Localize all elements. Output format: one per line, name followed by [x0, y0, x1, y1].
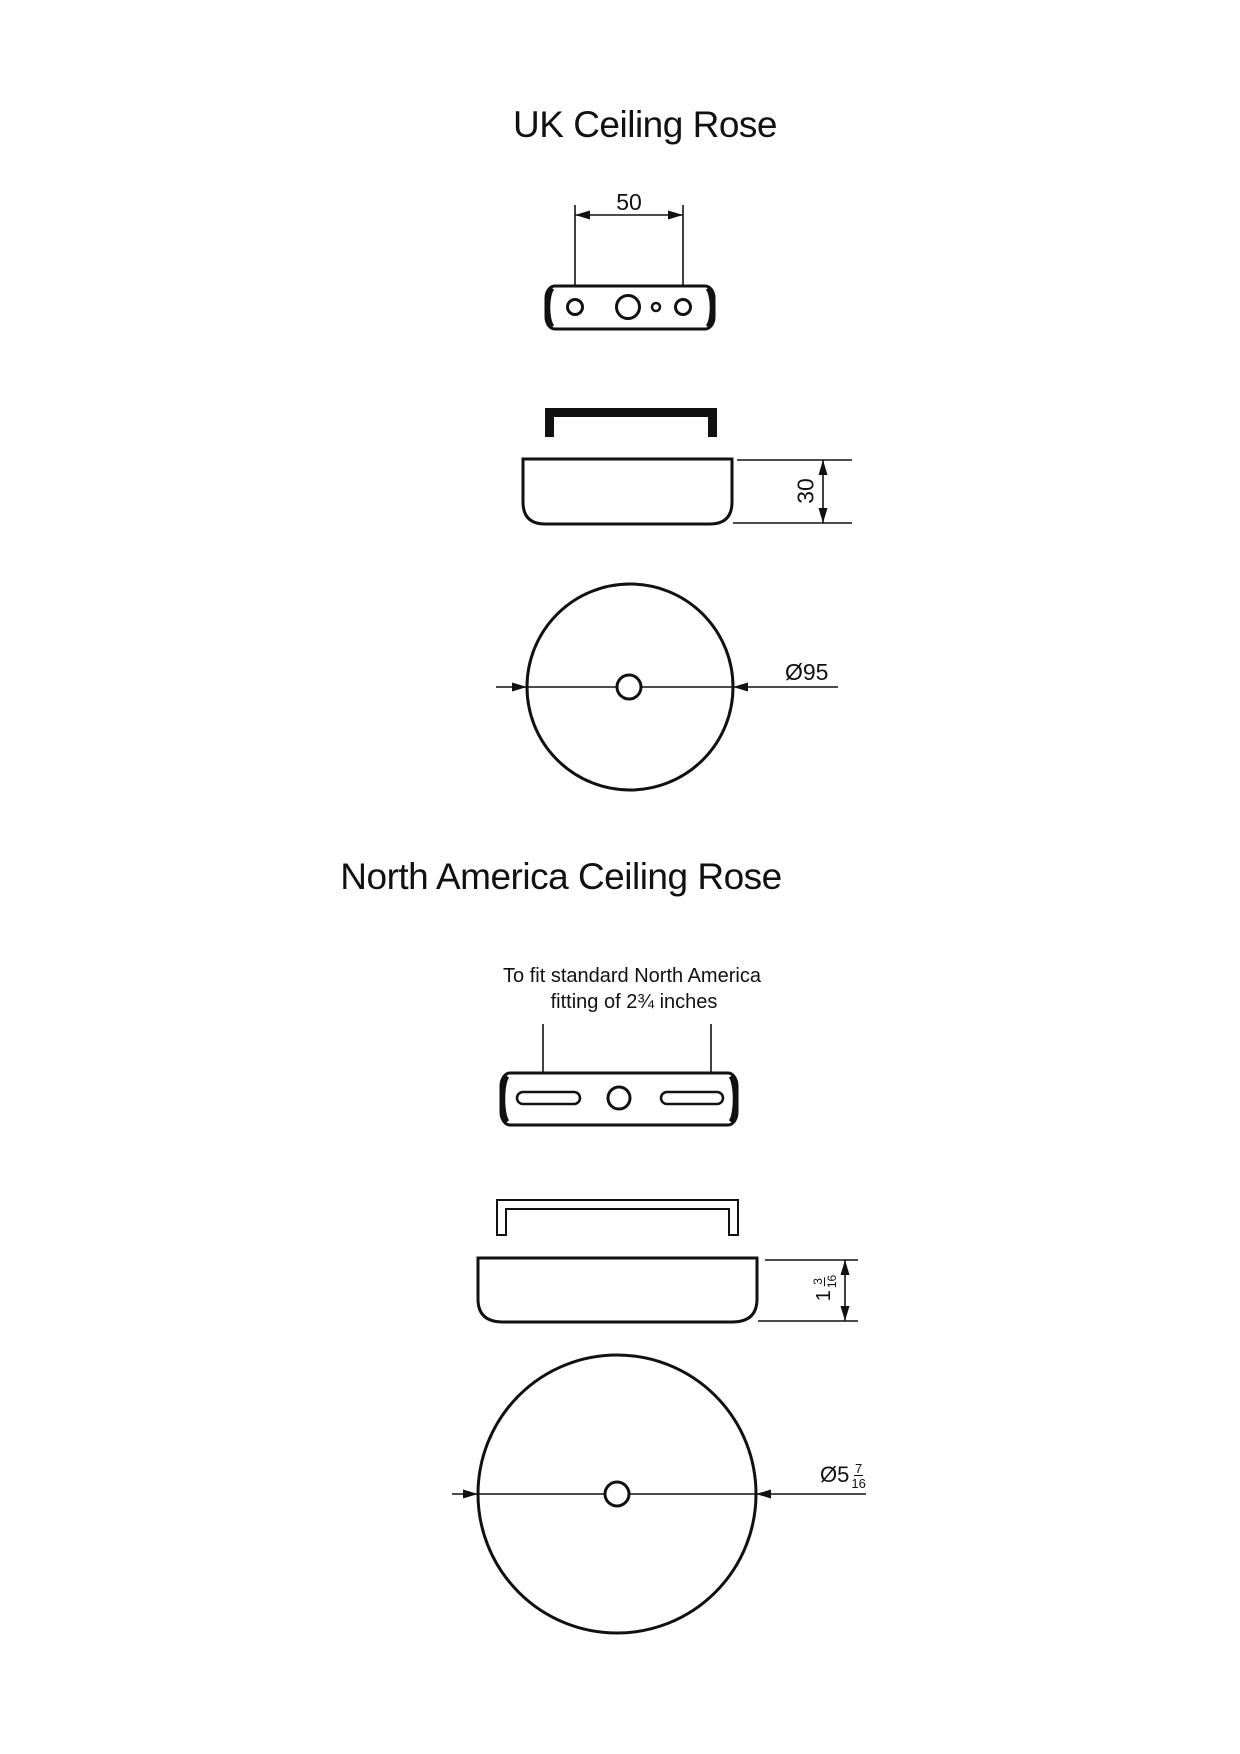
na-height-dimension	[758, 1260, 858, 1321]
uk-mounting-bracket	[545, 408, 717, 437]
uk-height-label: 30	[792, 478, 819, 504]
uk-diameter-label: Ø95	[785, 659, 829, 685]
uk-front-view	[496, 584, 838, 790]
na-mounting-bracket	[497, 1200, 738, 1235]
uk-section-title: UK Ceiling Rose	[513, 104, 777, 145]
na-height-label	[811, 1275, 837, 1301]
uk-left-screw-hole	[568, 300, 583, 315]
na-section-title: North America Ceiling Rose	[340, 856, 782, 897]
na-front-view	[452, 1355, 866, 1633]
na-note-line1: To fit standard North America	[503, 965, 761, 987]
uk-side-view	[523, 459, 732, 524]
uk-center-hole	[617, 675, 641, 699]
na-height-fraction: 3 16	[811, 1274, 839, 1289]
uk-hole-spacing-label: 50	[616, 189, 642, 215]
uk-right-screw-hole	[676, 300, 691, 315]
na-diameter-prefix: Ø5	[820, 1462, 850, 1487]
na-note-line2: fitting of 2¾ inches	[550, 991, 718, 1013]
na-diameter-fraction: $\frac{7}{16}$	[851, 1461, 866, 1491]
na-top-view-bar	[501, 1073, 737, 1125]
na-height-whole: 1	[812, 1290, 835, 1302]
uk-top-view-bar	[546, 286, 714, 329]
na-center-hole	[605, 1482, 629, 1506]
na-diameter-label	[820, 1461, 866, 1489]
uk-small-hole	[652, 303, 660, 311]
na-side-view	[478, 1258, 757, 1322]
uk-center-cable-hole	[617, 296, 640, 319]
na-center-cable-hole	[608, 1087, 630, 1109]
